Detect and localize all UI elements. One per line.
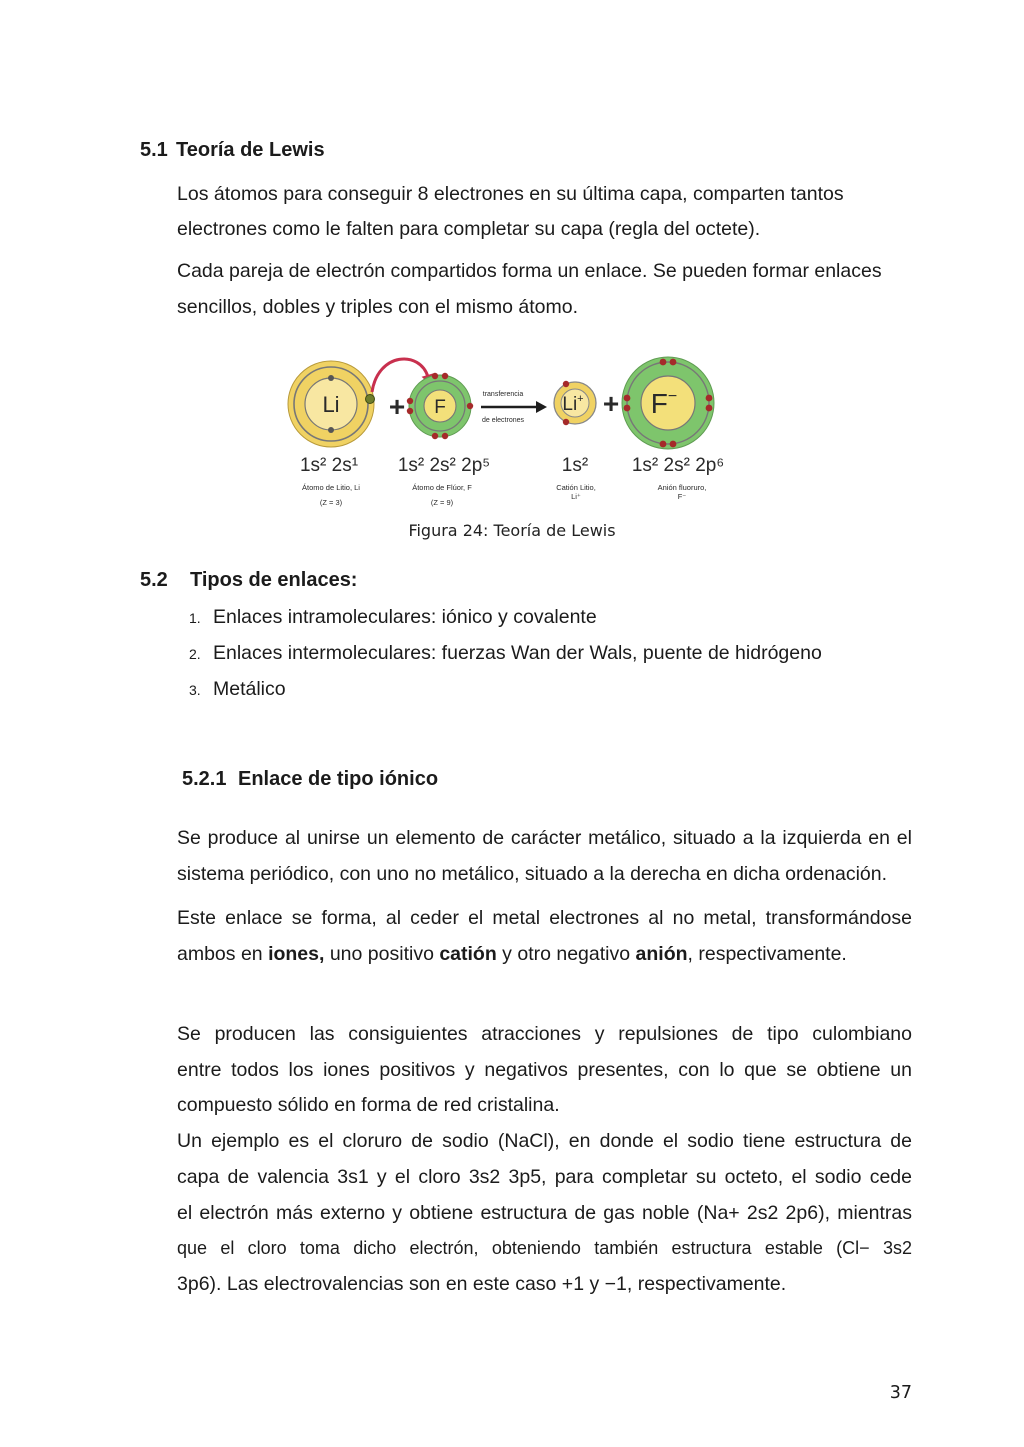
fluorine-atom [407, 373, 473, 439]
list-marker: 3. [189, 682, 201, 698]
electron [432, 433, 438, 439]
plus-sign: + [602, 388, 620, 419]
electron [467, 403, 473, 409]
atom-detail: F⁻ [677, 492, 687, 501]
subsection-number: 5.2.1 [182, 768, 227, 790]
list-item [189, 677, 286, 702]
atom-detail: Li⁺ [571, 492, 581, 501]
atom-detail: (Z = 3) [319, 498, 343, 507]
paragraph-line: sistema periódico, con uno no metálico, situado a la derecha en dicha ordenación. [177, 863, 888, 885]
fluoride-anion [622, 357, 714, 449]
page-number: 37 [889, 1383, 912, 1403]
figure-caption: Figura 24: Teoría de Lewis [408, 521, 616, 540]
paragraph-line: electrones como le falten para completar su capa (regla del octete). [177, 218, 761, 240]
anion-charge: − [667, 388, 678, 405]
paragraph-line: entre todos los iones positivos y negativos presentes, con lo que se obtiene un [177, 1059, 912, 1081]
list-item-text: Enlaces intramoleculares: iónico y covalente [213, 606, 597, 628]
fluorine-symbol: F [434, 397, 446, 418]
lewis-figure [285, 343, 725, 513]
electron [563, 381, 569, 387]
paragraph-line: compuesto sólido en forma de red cristalina. [177, 1094, 560, 1116]
cation-symbol-letters: Li [562, 394, 578, 415]
list-item [189, 605, 597, 630]
paragraph-line: sencillos, dobles y triples con el mismo átomo. [177, 296, 578, 318]
text-segment: uno positivo [324, 943, 440, 965]
electron [660, 359, 667, 366]
atom-description: Anión fluoruro, [657, 483, 707, 492]
electron-configuration: 1s² 2s¹ [299, 455, 359, 476]
atom-description: Átomo de Flúor, F [412, 483, 472, 492]
bold-term-anion: anión [635, 943, 688, 965]
electron [407, 408, 413, 414]
paragraph-line: que el cloro toma dicho electrón, obteniendo también estructura estable (Cl− 3s2 [177, 1238, 912, 1258]
paragraph-line: Se produce al unirse un elemento de carácter metálico, situado a la izquierda en el [177, 827, 912, 849]
list-item-text: Enlaces intermoleculares: fuerzas Wan der Wals, puente de hidrógeno [213, 642, 822, 664]
electron [706, 405, 713, 412]
paragraph-line [177, 942, 912, 966]
paragraph-line: Se producen las consiguientes atracciones y repulsiones de tipo culombiano [177, 1023, 912, 1045]
paragraph-line: capa de valencia 3s1 y el cloro 3s2 3p5, para completar su octeto, el sodio cede [177, 1166, 912, 1188]
electron [432, 373, 438, 379]
electron-configuration: 1s² 2s² 2p⁶ [631, 455, 725, 476]
electron [670, 441, 677, 448]
paragraph-line: Los átomos para conseguir 8 electrones en su última capa, comparten tantos [177, 183, 844, 205]
atom-description: Átomo de Litio, Li [302, 483, 360, 492]
transferred-electron [366, 395, 375, 404]
lithium-symbol: Li [322, 392, 340, 417]
anion-symbol-letter: F [650, 388, 668, 419]
lithium-cation [554, 381, 596, 425]
electron [660, 441, 667, 448]
electron-configuration: 1s² [561, 455, 589, 476]
electron [670, 359, 677, 366]
lithium-atom [288, 361, 375, 447]
subsection-title: Enlace de tipo iónico [238, 768, 439, 790]
section-title: Tipos de enlaces: [190, 569, 358, 591]
electron [563, 419, 569, 425]
electron [706, 395, 713, 402]
paragraph-line: el electrón más externo y obtiene estructura de gas noble (Na+ 2s2 2p6), mientras [177, 1202, 912, 1224]
electron [624, 395, 631, 402]
arrow-label-top: transferencia [482, 391, 524, 398]
paragraph-line: Este enlace se forma, al ceder el metal electrones al no metal, transformándose [177, 907, 912, 929]
list-marker: 2. [189, 646, 201, 662]
electron [328, 427, 334, 433]
electron [442, 433, 448, 439]
atom-detail: (Z = 9) [430, 498, 454, 507]
plus-sign: + [388, 391, 406, 422]
electron [442, 373, 448, 379]
paragraph-line: Un ejemplo es el cloruro de sodio (NaCl), en donde el sodio tiene estructura de [177, 1130, 912, 1152]
electron [407, 398, 413, 404]
cation-charge: + [577, 393, 584, 405]
electron [328, 375, 334, 381]
section-number: 5.1 [140, 139, 168, 161]
section-number: 5.2 [140, 569, 168, 591]
list-item [189, 641, 822, 666]
electron [624, 405, 631, 412]
text-segment: ambos en [177, 943, 269, 965]
section-title: Teoría de Lewis [176, 139, 325, 161]
bold-term-iones: iones, [268, 943, 325, 965]
atom-description: Catión Litio, [556, 483, 596, 492]
reaction-arrow-head [536, 401, 547, 413]
paragraph-line: Cada pareja de electrón compartidos forma un enlace. Se pueden formar enlaces [177, 260, 882, 282]
bold-term-cation: catión [439, 943, 497, 965]
electron-configuration: 1s² 2s² 2p⁵ [397, 455, 491, 476]
list-item-text: Metálico [213, 678, 286, 700]
paragraph-line: 3p6). Las electrovalencias son en este caso +1 y −1, respectivamente. [177, 1273, 787, 1295]
text-segment: , respectivamente. [687, 943, 847, 965]
list-marker: 1. [189, 610, 201, 626]
arrow-label-bottom: de electrones [481, 417, 525, 424]
text-segment: y otro negativo [496, 943, 636, 965]
